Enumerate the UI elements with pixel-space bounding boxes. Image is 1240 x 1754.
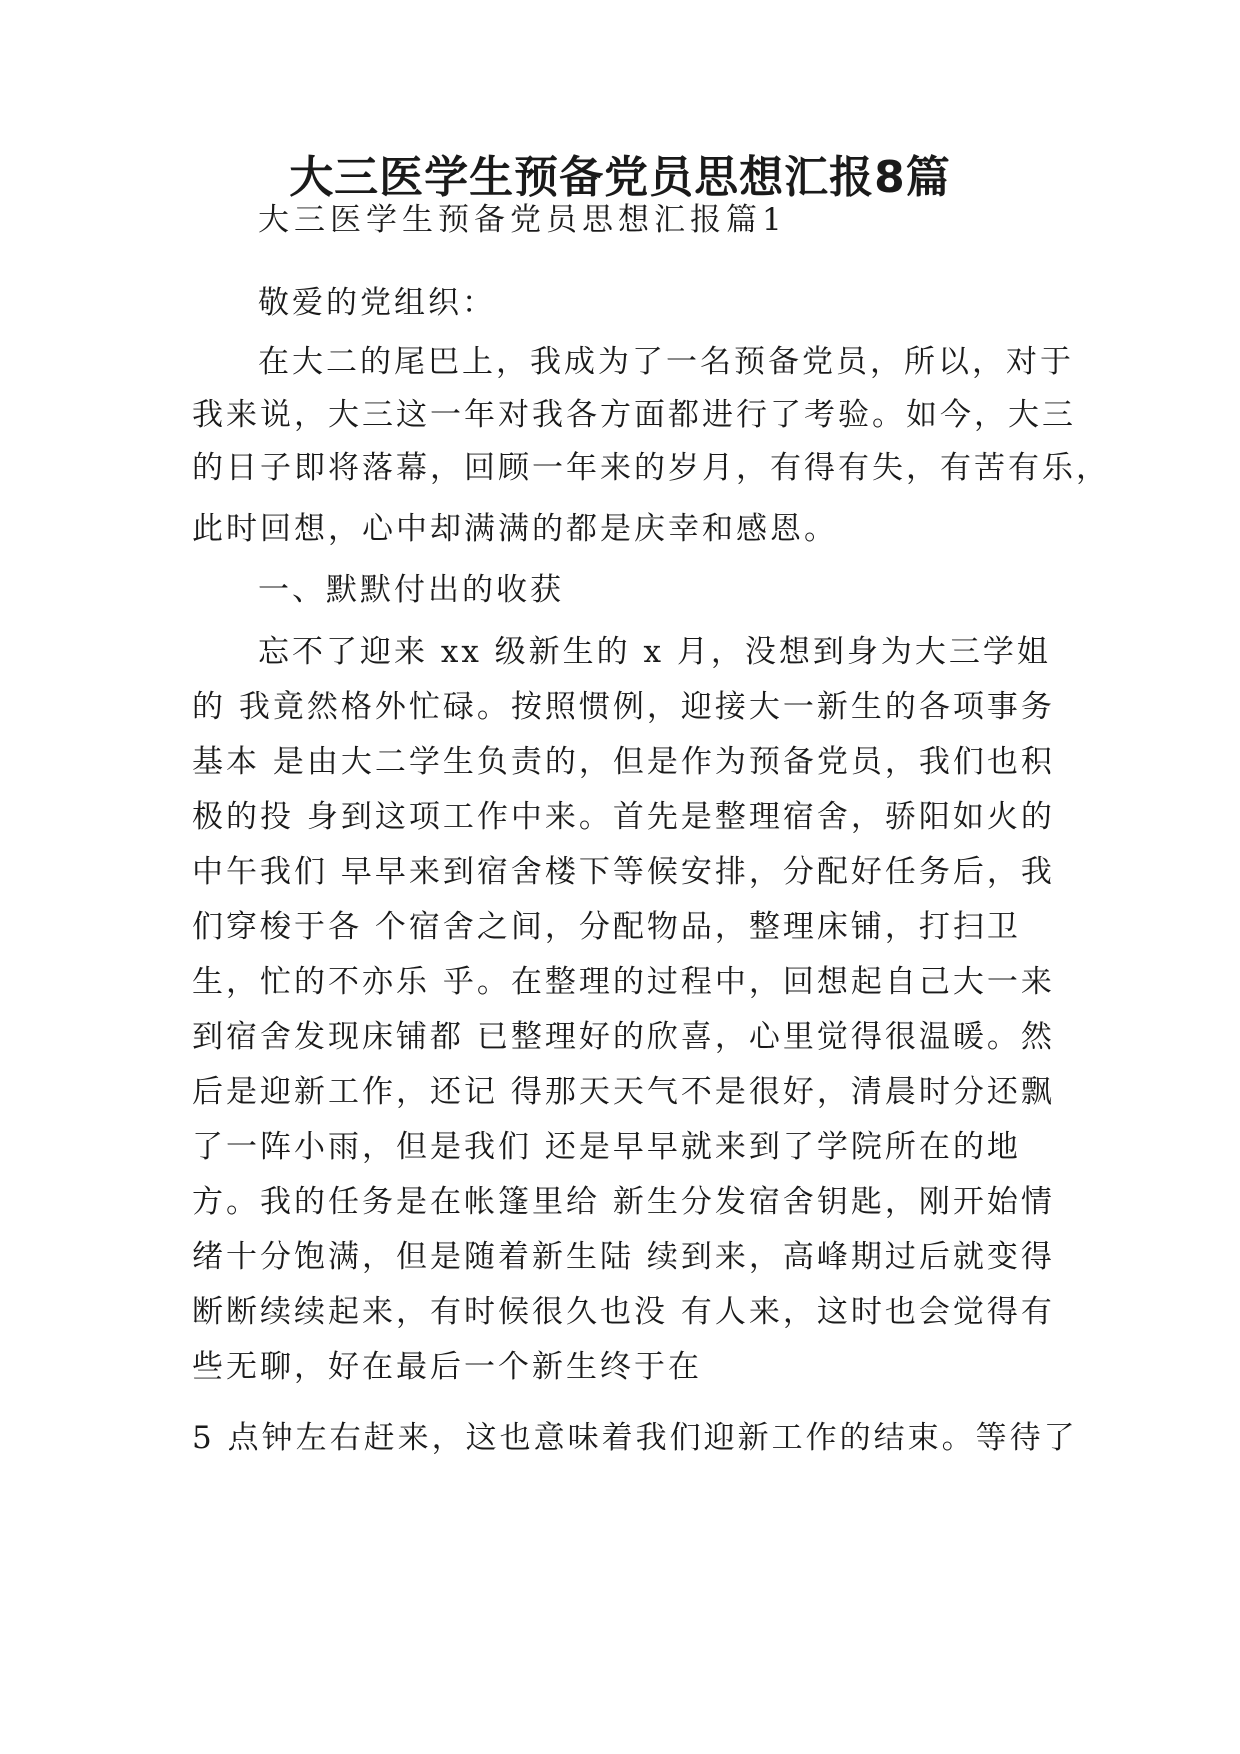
paragraph-line: 在大二的尾巴上，我成为了一名预备党员，所以，对于	[258, 344, 1074, 380]
salutation: 敬爱的党组织：	[258, 285, 496, 321]
paragraph-line: 到宿舍发现床铺都 已整理好的欣喜，心里觉得很温暖。然	[192, 1019, 1055, 1055]
paragraph-line: 此时回想，心中却满满的都是庆幸和感恩。	[192, 511, 838, 547]
document-title: 大三医学生预备党员思想汇报8篇	[289, 152, 951, 203]
paragraph-line: 忘不了迎来 xx 级新生的 x 月，没想到身为大三学姐	[258, 634, 1051, 670]
paragraph-line: 中午我们 早早来到宿舍楼下等候安排，分配好任务后，我	[192, 854, 1055, 890]
subheading: 一、默默付出的收获	[258, 572, 564, 608]
paragraph-line: 5 点钟左右赶来，这也意味着我们迎新工作的结束。等待了	[192, 1420, 1078, 1456]
paragraph-line: 后是迎新工作，还记 得那天天气不是很好，清晨时分还飘	[192, 1074, 1055, 1110]
paragraph-line: 极的投 身到这项工作中来。首先是整理宿舍，骄阳如火的	[192, 799, 1055, 835]
paragraph-line: 们穿梭于各 个宿舍之间，分配物品，整理床铺，打扫卫	[192, 909, 1021, 945]
paragraph-line: 我来说，大三这一年对我各方面都进行了考验。如今，大三	[192, 397, 1076, 433]
section-heading: 大三医学生预备党员思想汇报篇1	[258, 202, 787, 238]
paragraph-line: 些无聊，好在最后一个新生终于在	[192, 1349, 702, 1385]
paragraph-line: 了一阵小雨，但是我们 还是早早就来到了学院所在的地	[192, 1129, 1021, 1165]
paragraph-line: 生，忙的不亦乐 乎。在整理的过程中，回想起自己大一来	[192, 964, 1055, 1000]
paragraph-line: 断断续续起来，有时候很久也没 有人来，这时也会觉得有	[192, 1294, 1055, 1330]
paragraph-line: 方。我的任务是在帐篷里给 新生分发宿舍钥匙，刚开始情	[192, 1184, 1055, 1220]
paragraph-line: 的 我竟然格外忙碌。按照惯例，迎接大一新生的各项事务	[192, 689, 1055, 725]
paragraph-line: 的日子即将落幕，回顾一年来的岁月，有得有失，有苦有乐，	[192, 450, 1110, 486]
paragraph-line: 绪十分饱满，但是随着新生陆 续到来，高峰期过后就变得	[192, 1239, 1055, 1275]
paragraph-line: 基本 是由大二学生负责的，但是作为预备党员，我们也积	[192, 744, 1055, 780]
